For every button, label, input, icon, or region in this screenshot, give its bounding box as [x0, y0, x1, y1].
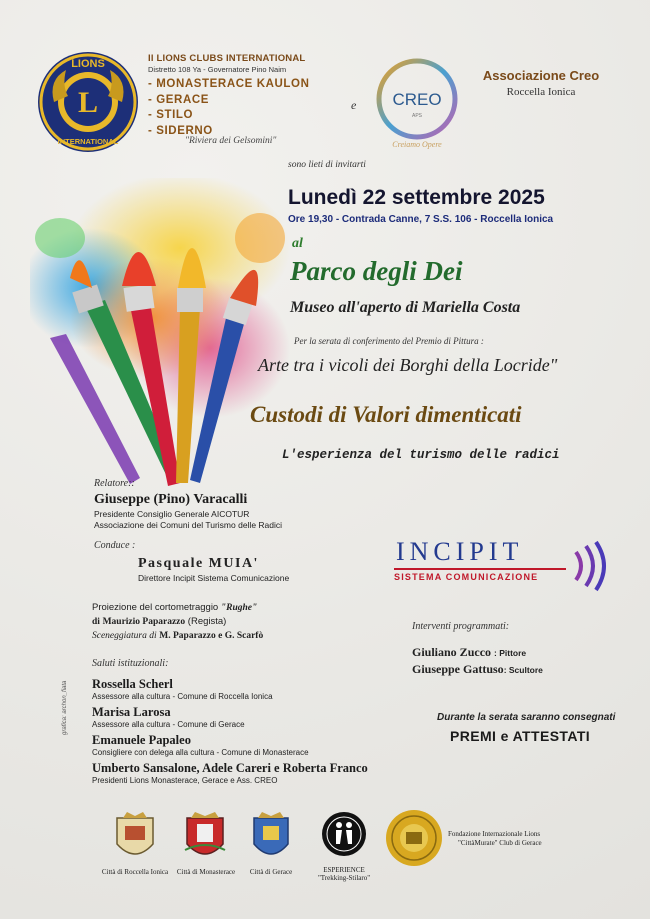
creo-name: Associazione Creo — [482, 68, 600, 83]
museum-name: Museo all'aperto di Mariella Costa — [290, 299, 521, 316]
svg-text:APS: APS — [411, 113, 423, 119]
club-item: - GERACE — [148, 93, 210, 106]
graphics-credit: grafica: archon_fiata — [62, 680, 68, 735]
footer-caption: Città di Roccella Ionica — [101, 868, 169, 876]
roccella-crest-icon — [113, 810, 157, 864]
projection-director: di Maurizio Paparazzo (Regista) — [92, 616, 227, 627]
signal-waves-icon — [572, 540, 612, 592]
conduce-label: Conduce : — [94, 540, 136, 551]
foundation-text: Fondazione Internazionale Lions "CittàMurate" Club di Gerace — [448, 830, 542, 847]
projection-screenplay: Sceneggiatura di M. Paparazzo e G. Scarfò — [92, 631, 264, 641]
projection-line: Proiezione del cortometraggio "Rughe" — [92, 602, 258, 613]
svg-text:Creiamo Opere: Creiamo Opere — [392, 140, 442, 149]
conjunction: e — [351, 98, 357, 112]
svg-text:L: L — [77, 86, 99, 119]
event-subtheme: L'esperienza del turismo delle radici — [282, 448, 560, 462]
saluto-role: Assessore alla cultura - Comune di Gerace — [92, 720, 245, 729]
citta-murate-seal-icon — [384, 808, 444, 868]
monasterace-crest-icon — [183, 810, 227, 864]
director-name: Maurizio Paparazzo — [102, 617, 186, 627]
saluti-label: Saluti istituzionali: — [92, 658, 169, 669]
saluti-block — [92, 658, 368, 785]
film-title: "Rughe" — [220, 603, 258, 613]
occasion-line: Per la serata di conferimento del Premio di Pittura : — [294, 336, 484, 346]
event-theme: Custodi di Valori dimenticati — [250, 402, 522, 427]
gerace-crest-icon — [250, 810, 292, 864]
svg-text:LIONS: LIONS — [71, 58, 105, 70]
awards-line: Durante la serata saranno consegnati — [437, 712, 616, 723]
club-item: - STILO — [148, 109, 194, 121]
clubs-motto: "Riviera dei Gelsomini" — [185, 136, 277, 146]
lions-district: Distretto 108 Ya - Governatore Pino Naim — [148, 65, 287, 74]
prize-title: Arte tra i vicoli dei Borghi della Locride" — [258, 355, 558, 375]
intervento-item: Giuseppe Gattuso: Scultore — [412, 662, 543, 676]
paintbrushes-artwork — [30, 178, 290, 498]
incipit-logo-sub: SISTEMA COMUNICAZIONE — [394, 572, 539, 582]
incipit-underline — [394, 568, 566, 570]
relatore-name: Giuseppe (Pino) Varacalli — [94, 492, 248, 507]
saluto-role: Assessore alla cultura - Comune di Roccella Ionica — [92, 692, 273, 701]
creo-logo — [370, 55, 465, 150]
trekking-logo-icon — [320, 810, 368, 862]
saluto-name: Marisa Larosa — [92, 705, 171, 719]
svg-text:CREO: CREO — [392, 90, 442, 109]
relatore-label: Relatore:: — [94, 478, 135, 489]
incipit-logo-word: INCIPIT — [396, 537, 524, 566]
saluto-role: Consigliere con delega alla cultura - Comune di Monasterace — [92, 748, 309, 757]
saluto-role: Presidenti Lions Monasterace, Gerace e Ass. CREO — [92, 776, 278, 785]
intervento-item: Giuliano Zucco : Pittore — [412, 645, 527, 659]
venue-prefix: al — [292, 236, 303, 251]
lions-title: Il LIONS CLUBS INTERNATIONAL — [148, 53, 306, 64]
conduce-name: Pasquale MUIA' — [138, 556, 259, 571]
footer-caption: Città di Gerace — [249, 868, 293, 876]
saluto-name: Emanuele Papaleo — [92, 733, 191, 747]
relatore-role: Presidente Consiglio Generale AICOTUR — [94, 509, 250, 519]
footer-caption: Città di Monasterace — [176, 868, 236, 876]
awards-title: PREMI e ATTESTATI — [450, 728, 591, 744]
interventi-label: Interventi programmati: — [412, 621, 510, 632]
clubs-list — [148, 77, 310, 139]
conduce-role: Direttore Incipit Sistema Comunicazione — [138, 573, 290, 583]
club-item: - SIDERNO — [148, 124, 213, 137]
relatore-role: Associazione dei Comuni del Turismo delle Radici — [94, 520, 283, 530]
club-item: - MONASTERACE KAULON — [148, 78, 310, 90]
svg-text:INTERNATIONAL: INTERNATIONAL — [57, 137, 119, 146]
saluto-name: Umberto Sansalone, Adele Careri e Roberta Franco — [92, 761, 368, 775]
invite-line: sono lieti di invitarti — [288, 160, 366, 170]
event-date: Lunedì 22 settembre 2025 — [288, 186, 545, 209]
saluto-name: Rossella Scherl — [92, 677, 173, 691]
creo-city: Roccella Ionica — [506, 86, 576, 98]
footer-caption: ESPERIENCE "Trekking-Stilaro" — [317, 866, 371, 882]
venue-name: Parco degli Dei — [290, 256, 463, 286]
event-details: Ore 19,30 - Contrada Canne, 7 S.S. 106 - Roccella Ionica — [288, 214, 554, 225]
lions-logo — [36, 50, 140, 154]
interventi-block — [412, 621, 543, 678]
